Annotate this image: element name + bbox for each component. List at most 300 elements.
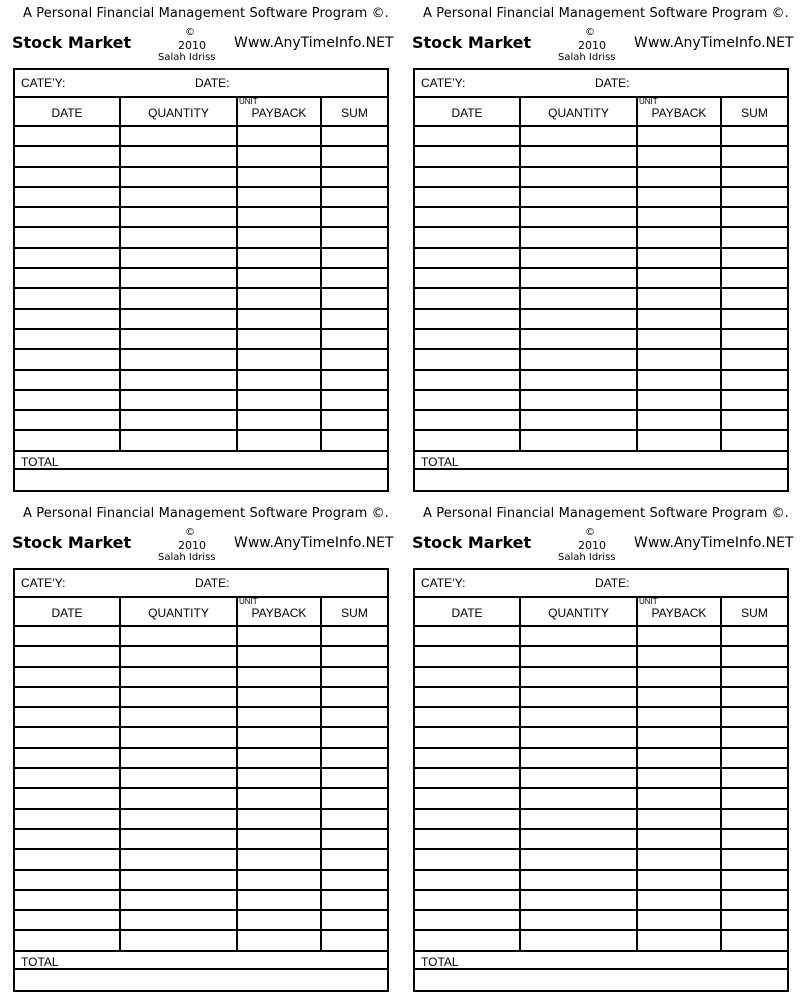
- date-cell[interactable]: [15, 871, 121, 889]
- total-row: [15, 450, 387, 470]
- date-cell[interactable]: [415, 431, 521, 449]
- quantity-cell[interactable]: [521, 249, 638, 267]
- quantity-cell[interactable]: [521, 330, 638, 348]
- form-title: Stock Market: [412, 533, 532, 552]
- quantity-cell[interactable]: [121, 249, 238, 267]
- quantity-cell[interactable]: [521, 289, 638, 307]
- sum-cell[interactable]: [722, 269, 787, 287]
- quantity-cell[interactable]: [121, 708, 238, 726]
- payback-cell[interactable]: [638, 830, 722, 848]
- quantity-cell[interactable]: [121, 931, 238, 949]
- sum-cell[interactable]: [722, 911, 787, 929]
- sum-cell[interactable]: [722, 168, 787, 186]
- quantity-cell[interactable]: [121, 168, 238, 186]
- quantity-cell[interactable]: [521, 911, 638, 929]
- ledger-rows: [15, 127, 387, 452]
- table-row: [15, 208, 387, 228]
- date-cell[interactable]: [15, 289, 121, 307]
- payback-cell[interactable]: [638, 627, 722, 645]
- payback-cell[interactable]: [638, 249, 722, 267]
- sum-cell[interactable]: [722, 728, 787, 746]
- date-cell[interactable]: [415, 371, 521, 389]
- payback-cell[interactable]: [238, 810, 322, 828]
- total-value-field[interactable]: [15, 470, 387, 490]
- table-row: [415, 728, 787, 748]
- quantity-cell[interactable]: [121, 208, 238, 226]
- sum-cell[interactable]: [322, 891, 387, 909]
- date-cell[interactable]: [415, 627, 521, 645]
- sum-cell[interactable]: [322, 391, 387, 409]
- author-name: Salah Idriss: [158, 552, 216, 563]
- payback-cell[interactable]: [238, 391, 322, 409]
- payback-cell[interactable]: [238, 127, 322, 145]
- date-label: DATE:: [195, 76, 230, 90]
- sum-cell[interactable]: [722, 810, 787, 828]
- sum-cell[interactable]: [322, 371, 387, 389]
- date-cell[interactable]: [415, 647, 521, 665]
- date-cell[interactable]: [415, 931, 521, 949]
- date-cell[interactable]: [415, 228, 521, 246]
- table-row: [415, 627, 787, 647]
- table-row: [15, 911, 387, 931]
- quantity-cell[interactable]: [521, 728, 638, 746]
- payback-cell[interactable]: [238, 850, 322, 868]
- website-link[interactable]: Www.AnyTimeInfo.NET: [634, 535, 794, 551]
- date-cell[interactable]: [15, 789, 121, 807]
- website-link[interactable]: Www.AnyTimeInfo.NET: [634, 35, 794, 51]
- sum-cell[interactable]: [322, 830, 387, 848]
- quantity-cell[interactable]: [121, 668, 238, 686]
- payback-cell[interactable]: [638, 330, 722, 348]
- date-cell[interactable]: [15, 188, 121, 206]
- payback-cell[interactable]: [238, 789, 322, 807]
- date-cell[interactable]: [415, 350, 521, 368]
- payback-cell[interactable]: [638, 891, 722, 909]
- quantity-cell[interactable]: [521, 810, 638, 828]
- payback-cell[interactable]: [238, 269, 322, 287]
- quantity-cell[interactable]: [121, 127, 238, 145]
- date-cell[interactable]: [415, 749, 521, 767]
- quantity-cell[interactable]: [521, 688, 638, 706]
- quantity-cell[interactable]: [121, 871, 238, 889]
- quantity-cell[interactable]: [521, 269, 638, 287]
- payback-cell[interactable]: [638, 810, 722, 828]
- quantity-cell[interactable]: [521, 147, 638, 165]
- payback-cell[interactable]: [238, 147, 322, 165]
- unit-label: UNIT: [639, 97, 658, 106]
- sum-cell[interactable]: [322, 310, 387, 328]
- website-link[interactable]: Www.AnyTimeInfo.NET: [234, 35, 394, 51]
- payback-cell[interactable]: [238, 668, 322, 686]
- quantity-cell[interactable]: [521, 391, 638, 409]
- payback-cell[interactable]: [638, 728, 722, 746]
- total-label: TOTAL: [21, 955, 59, 969]
- table-row: [415, 708, 787, 728]
- payback-cell[interactable]: [638, 208, 722, 226]
- column-header-sum: SUM: [322, 98, 387, 127]
- column-header-unit-payback: UNIT PAYBACK: [238, 598, 322, 627]
- column-header-date: DATE: [415, 98, 521, 127]
- sum-cell[interactable]: [722, 850, 787, 868]
- date-cell[interactable]: [15, 350, 121, 368]
- sum-cell[interactable]: [322, 647, 387, 665]
- quantity-cell[interactable]: [121, 769, 238, 787]
- payback-cell[interactable]: [638, 168, 722, 186]
- sum-cell[interactable]: [322, 668, 387, 686]
- payback-cell[interactable]: [238, 830, 322, 848]
- sum-cell[interactable]: [322, 728, 387, 746]
- payback-cell[interactable]: [238, 911, 322, 929]
- date-cell[interactable]: [15, 391, 121, 409]
- quantity-cell[interactable]: [521, 708, 638, 726]
- quantity-cell[interactable]: [521, 789, 638, 807]
- quantity-cell[interactable]: [521, 647, 638, 665]
- date-cell[interactable]: [15, 208, 121, 226]
- quantity-cell[interactable]: [521, 891, 638, 909]
- payback-cell[interactable]: [638, 931, 722, 949]
- sum-cell[interactable]: [322, 228, 387, 246]
- quantity-cell[interactable]: [521, 871, 638, 889]
- payback-cell[interactable]: [638, 789, 722, 807]
- payback-cell[interactable]: [238, 431, 322, 449]
- sum-cell[interactable]: [722, 647, 787, 665]
- quantity-cell[interactable]: [121, 330, 238, 348]
- table-row: [15, 127, 387, 147]
- payback-cell[interactable]: [238, 249, 322, 267]
- payback-cell[interactable]: [638, 911, 722, 929]
- payback-cell[interactable]: [238, 749, 322, 767]
- sum-cell[interactable]: [722, 411, 787, 429]
- date-cell[interactable]: [15, 769, 121, 787]
- quantity-cell[interactable]: [521, 749, 638, 767]
- date-cell[interactable]: [15, 810, 121, 828]
- sum-cell[interactable]: [722, 749, 787, 767]
- date-cell[interactable]: [15, 708, 121, 726]
- sum-cell[interactable]: [322, 708, 387, 726]
- quantity-cell[interactable]: [521, 188, 638, 206]
- payback-cell[interactable]: [238, 350, 322, 368]
- date-cell[interactable]: [15, 330, 121, 348]
- sum-cell[interactable]: [722, 391, 787, 409]
- sum-cell[interactable]: [322, 350, 387, 368]
- quantity-cell[interactable]: [521, 350, 638, 368]
- payback-cell[interactable]: [238, 688, 322, 706]
- sum-cell[interactable]: [322, 269, 387, 287]
- payback-cell[interactable]: [238, 871, 322, 889]
- payback-cell[interactable]: [238, 647, 322, 665]
- sum-cell[interactable]: [722, 228, 787, 246]
- payback-cell[interactable]: [638, 289, 722, 307]
- total-label: TOTAL: [21, 455, 59, 469]
- form-title: Stock Market: [412, 33, 532, 52]
- column-header-quantity: QUANTITY: [121, 98, 238, 127]
- sum-cell[interactable]: [322, 871, 387, 889]
- category-row: [415, 70, 787, 98]
- sum-cell[interactable]: [722, 289, 787, 307]
- quantity-cell[interactable]: [121, 310, 238, 328]
- quantity-cell[interactable]: [121, 350, 238, 368]
- sum-cell[interactable]: [722, 871, 787, 889]
- sum-cell[interactable]: [722, 708, 787, 726]
- date-cell[interactable]: [15, 371, 121, 389]
- payback-cell[interactable]: [638, 769, 722, 787]
- website-link[interactable]: Www.AnyTimeInfo.NET: [234, 535, 394, 551]
- sum-cell[interactable]: [722, 431, 787, 449]
- quantity-cell[interactable]: [121, 810, 238, 828]
- quantity-cell[interactable]: [121, 188, 238, 206]
- table-row: [415, 228, 787, 248]
- quantity-cell[interactable]: [521, 127, 638, 145]
- quantity-cell[interactable]: [521, 830, 638, 848]
- quantity-cell[interactable]: [521, 431, 638, 449]
- payback-cell[interactable]: [638, 127, 722, 145]
- sum-cell[interactable]: [322, 627, 387, 645]
- payback-cell[interactable]: [638, 147, 722, 165]
- quantity-cell[interactable]: [121, 627, 238, 645]
- sum-cell[interactable]: [322, 127, 387, 145]
- date-cell[interactable]: [15, 228, 121, 246]
- sum-cell[interactable]: [322, 769, 387, 787]
- payback-cell[interactable]: [638, 188, 722, 206]
- date-cell[interactable]: [415, 728, 521, 746]
- date-cell[interactable]: [15, 830, 121, 848]
- date-cell[interactable]: [415, 330, 521, 348]
- category-label: CATE’Y:: [421, 576, 466, 590]
- date-cell[interactable]: [15, 647, 121, 665]
- sum-cell[interactable]: [722, 188, 787, 206]
- date-cell[interactable]: [15, 147, 121, 165]
- date-cell[interactable]: [415, 147, 521, 165]
- payback-cell[interactable]: [238, 188, 322, 206]
- quantity-cell[interactable]: [521, 627, 638, 645]
- table-row: [15, 850, 387, 870]
- date-cell[interactable]: [15, 688, 121, 706]
- quantity-cell[interactable]: [521, 850, 638, 868]
- quantity-cell[interactable]: [121, 289, 238, 307]
- date-cell[interactable]: [415, 208, 521, 226]
- payback-cell[interactable]: [238, 411, 322, 429]
- sum-cell[interactable]: [722, 208, 787, 226]
- ledger-table: [413, 68, 789, 492]
- payback-cell[interactable]: [638, 668, 722, 686]
- date-cell[interactable]: [15, 249, 121, 267]
- date-cell[interactable]: [15, 269, 121, 287]
- date-cell[interactable]: [415, 249, 521, 267]
- quantity-cell[interactable]: [521, 371, 638, 389]
- payback-cell[interactable]: [238, 310, 322, 328]
- date-cell[interactable]: [15, 668, 121, 686]
- date-cell[interactable]: [15, 911, 121, 929]
- quantity-cell[interactable]: [121, 830, 238, 848]
- column-header-date: DATE: [415, 598, 521, 627]
- quantity-cell[interactable]: [521, 668, 638, 686]
- date-cell[interactable]: [415, 411, 521, 429]
- total-value-field[interactable]: [415, 470, 787, 490]
- date-cell[interactable]: [415, 911, 521, 929]
- sum-cell[interactable]: [722, 668, 787, 686]
- payback-cell[interactable]: [238, 228, 322, 246]
- date-cell[interactable]: [15, 431, 121, 449]
- table-row: [415, 208, 787, 228]
- date-cell[interactable]: [415, 168, 521, 186]
- date-cell[interactable]: [15, 168, 121, 186]
- date-cell[interactable]: [15, 728, 121, 746]
- quantity-cell[interactable]: [121, 431, 238, 449]
- sum-cell[interactable]: [722, 931, 787, 949]
- payback-cell[interactable]: [238, 330, 322, 348]
- date-cell[interactable]: [415, 769, 521, 787]
- form-title: Stock Market: [12, 533, 132, 552]
- date-cell[interactable]: [15, 411, 121, 429]
- payback-cell[interactable]: [238, 708, 322, 726]
- copyright-icon: ©: [185, 27, 195, 38]
- payback-cell[interactable]: [638, 749, 722, 767]
- ledger-form-2: [400, 0, 800, 500]
- sum-cell[interactable]: [722, 310, 787, 328]
- payback-cell[interactable]: [638, 391, 722, 409]
- payback-cell[interactable]: [238, 931, 322, 949]
- quantity-cell[interactable]: [121, 749, 238, 767]
- quantity-cell[interactable]: [521, 310, 638, 328]
- date-cell[interactable]: [415, 789, 521, 807]
- date-cell[interactable]: [415, 188, 521, 206]
- date-cell[interactable]: [15, 310, 121, 328]
- date-cell[interactable]: [15, 749, 121, 767]
- sum-cell[interactable]: [722, 830, 787, 848]
- quantity-cell[interactable]: [121, 391, 238, 409]
- date-cell[interactable]: [15, 127, 121, 145]
- sum-cell[interactable]: [322, 431, 387, 449]
- sum-cell[interactable]: [322, 749, 387, 767]
- date-cell[interactable]: [415, 391, 521, 409]
- column-header-sum: SUM: [722, 598, 787, 627]
- sum-cell[interactable]: [322, 810, 387, 828]
- sum-cell[interactable]: [322, 789, 387, 807]
- date-cell[interactable]: [15, 931, 121, 949]
- quantity-cell[interactable]: [521, 208, 638, 226]
- quantity-cell[interactable]: [521, 931, 638, 949]
- quantity-cell[interactable]: [121, 911, 238, 929]
- sum-cell[interactable]: [322, 147, 387, 165]
- table-row: [15, 891, 387, 911]
- quantity-cell[interactable]: [121, 411, 238, 429]
- payback-cell[interactable]: [238, 168, 322, 186]
- payback-cell[interactable]: [238, 208, 322, 226]
- sum-cell[interactable]: [322, 289, 387, 307]
- payback-cell[interactable]: [238, 769, 322, 787]
- payback-cell[interactable]: [238, 289, 322, 307]
- quantity-cell[interactable]: [121, 147, 238, 165]
- table-row: [415, 188, 787, 208]
- quantity-cell[interactable]: [121, 228, 238, 246]
- payback-cell[interactable]: [638, 850, 722, 868]
- sum-cell[interactable]: [722, 688, 787, 706]
- quantity-cell[interactable]: [121, 647, 238, 665]
- sum-cell[interactable]: [722, 147, 787, 165]
- sum-cell[interactable]: [722, 371, 787, 389]
- table-row: [415, 911, 787, 931]
- date-cell[interactable]: [415, 127, 521, 145]
- date-cell[interactable]: [415, 810, 521, 828]
- payback-cell[interactable]: [238, 371, 322, 389]
- quantity-cell[interactable]: [121, 728, 238, 746]
- quantity-cell[interactable]: [521, 411, 638, 429]
- sum-cell[interactable]: [722, 769, 787, 787]
- payback-cell[interactable]: [238, 728, 322, 746]
- sum-cell[interactable]: [722, 249, 787, 267]
- date-cell[interactable]: [415, 891, 521, 909]
- date-cell[interactable]: [415, 688, 521, 706]
- quantity-cell[interactable]: [521, 228, 638, 246]
- sum-cell[interactable]: [322, 188, 387, 206]
- sum-cell[interactable]: [322, 208, 387, 226]
- payback-cell[interactable]: [638, 688, 722, 706]
- date-cell[interactable]: [415, 850, 521, 868]
- sum-cell[interactable]: [322, 931, 387, 949]
- date-cell[interactable]: [415, 289, 521, 307]
- payback-cell[interactable]: [238, 627, 322, 645]
- sum-cell[interactable]: [322, 688, 387, 706]
- date-cell[interactable]: [15, 891, 121, 909]
- sum-cell[interactable]: [722, 330, 787, 348]
- quantity-cell[interactable]: [121, 789, 238, 807]
- payback-cell[interactable]: [638, 310, 722, 328]
- date-cell[interactable]: [415, 310, 521, 328]
- date-cell[interactable]: [415, 871, 521, 889]
- quantity-cell[interactable]: [121, 688, 238, 706]
- total-value-field[interactable]: [15, 970, 387, 990]
- sum-cell[interactable]: [322, 330, 387, 348]
- quantity-cell[interactable]: [521, 168, 638, 186]
- sum-cell[interactable]: [322, 168, 387, 186]
- sum-cell[interactable]: [722, 627, 787, 645]
- column-header-sum: SUM: [322, 598, 387, 627]
- payback-cell[interactable]: [638, 411, 722, 429]
- date-cell[interactable]: [15, 627, 121, 645]
- table-row: [15, 249, 387, 269]
- quantity-cell[interactable]: [121, 371, 238, 389]
- date-cell[interactable]: [15, 850, 121, 868]
- quantity-cell[interactable]: [121, 850, 238, 868]
- payback-cell[interactable]: [238, 891, 322, 909]
- quantity-cell[interactable]: [521, 769, 638, 787]
- table-row: [15, 411, 387, 431]
- payback-cell[interactable]: [638, 431, 722, 449]
- quantity-cell[interactable]: [121, 269, 238, 287]
- sum-cell[interactable]: [322, 911, 387, 929]
- date-cell[interactable]: [415, 269, 521, 287]
- payback-cell[interactable]: [638, 350, 722, 368]
- payback-cell[interactable]: [638, 708, 722, 726]
- date-cell[interactable]: [415, 708, 521, 726]
- date-cell[interactable]: [415, 830, 521, 848]
- sum-cell[interactable]: [322, 411, 387, 429]
- sum-cell[interactable]: [722, 891, 787, 909]
- sum-cell[interactable]: [322, 249, 387, 267]
- sum-cell[interactable]: [722, 350, 787, 368]
- payback-cell[interactable]: [638, 647, 722, 665]
- quantity-cell[interactable]: [121, 891, 238, 909]
- sum-cell[interactable]: [722, 789, 787, 807]
- payback-cell[interactable]: [638, 228, 722, 246]
- total-value-field[interactable]: [415, 970, 787, 990]
- payback-cell[interactable]: [638, 871, 722, 889]
- sum-cell[interactable]: [722, 127, 787, 145]
- payback-cell[interactable]: [638, 269, 722, 287]
- sum-cell[interactable]: [322, 850, 387, 868]
- payback-cell[interactable]: [638, 371, 722, 389]
- date-cell[interactable]: [415, 668, 521, 686]
